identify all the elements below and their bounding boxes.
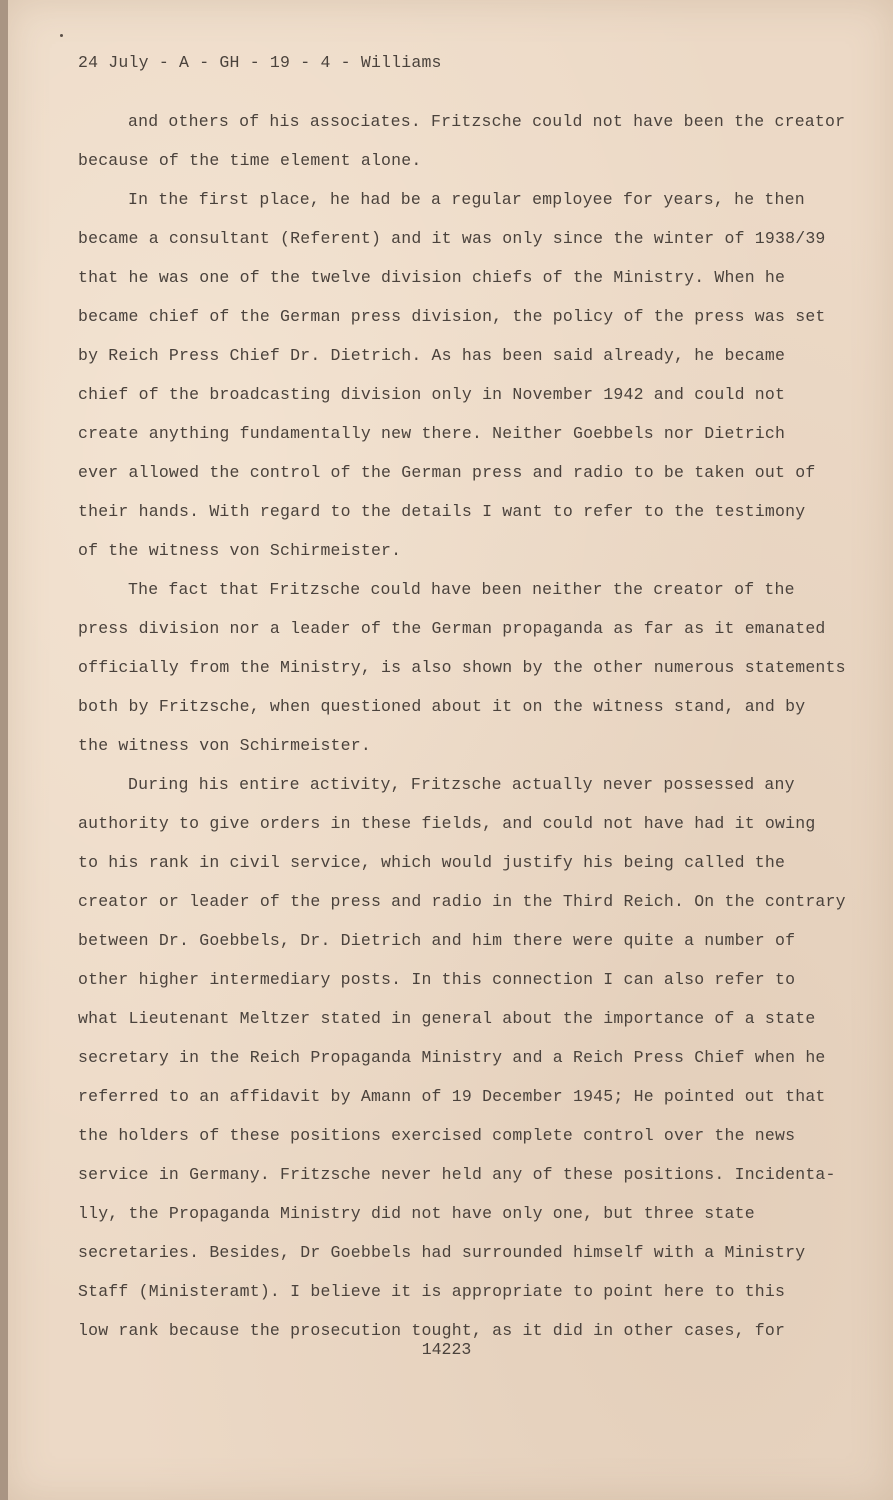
text-line-9: create anything fundamentally new there. Neither Goebbels nor Dietrich: [78, 424, 786, 443]
text-line-5: that he was one of the twelve division chiefs of the Ministry. When he: [78, 268, 786, 287]
text-line-26: referred to an affidavit by Amann of 19 December 1945; He pointed out that: [78, 1087, 826, 1106]
text-line-27: the holders of these positions exercised complete control over the news: [78, 1126, 796, 1145]
text-line-3: In the first place, he had be a regular employee for years, he then: [128, 190, 805, 209]
text-line-15: officially from the Ministry, is also shown by the other numerous statements: [78, 658, 846, 677]
text-line-17: the witness von Schirmeister.: [78, 736, 371, 755]
text-line-25: secretary in the Reich Propaganda Ministry and a Reich Press Chief when he: [78, 1048, 826, 1067]
text-line-30: secretaries. Besides, Dr Goebbels had surrounded himself with a Ministry: [78, 1243, 806, 1262]
text-line-13: The fact that Fritzsche could have been neither the creator of the: [128, 580, 795, 599]
page-number: 14223: [421, 1340, 472, 1359]
text-line-22: between Dr. Goebbels, Dr. Dietrich and him there were quite a number of: [78, 931, 796, 950]
text-line-7: by Reich Press Chief Dr. Dietrich. As has been said already, he became: [78, 346, 786, 365]
text-line-31: Staff (Ministeramt). I believe it is appropriate to point here to this: [78, 1282, 786, 1301]
text-line-12: of the witness von Schirmeister.: [78, 541, 402, 560]
text-line-6: became chief of the German press division, the policy of the press was set: [78, 307, 826, 326]
text-line-23: other higher intermediary posts. In this connection I can also refer to: [78, 970, 796, 989]
text-line-16: both by Fritzsche, when questioned about it on the witness stand, and by: [78, 697, 806, 716]
text-line-21: creator or leader of the press and radio in the Third Reich. On the contrary: [78, 892, 846, 911]
text-line-24: what Lieutenant Meltzer stated in general about the importance of a state: [78, 1009, 816, 1028]
text-line-1: and others of his associates. Fritzsche could not have been the creator: [128, 112, 846, 131]
paper-edge: [0, 0, 8, 1500]
text-line-28: service in Germany. Fritzsche never held any of these positions. Incidenta-: [78, 1165, 836, 1184]
text-line-11: their hands. With regard to the details I want to refer to the testimony: [78, 502, 806, 521]
text-line-10: ever allowed the control of the German press and radio to be taken out of: [78, 463, 816, 482]
text-line-19: authority to give orders in these fields, and could not have had it owing: [78, 814, 816, 833]
text-line-32: low rank because the prosecution tought, as it did in other cases, for: [78, 1321, 786, 1340]
page-header: 24 July - A - GH - 19 - 4 - Williams: [78, 53, 442, 72]
ink-speck: [60, 34, 63, 37]
text-line-20: to his rank in civil service, which would justify his being called the: [78, 853, 786, 872]
text-line-8: chief of the broadcasting division only in November 1942 and could not: [78, 385, 786, 404]
text-line-2: because of the time element alone.: [78, 151, 422, 170]
text-line-18: During his entire activity, Fritzsche actually never possessed any: [128, 775, 795, 794]
text-line-29: lly, the Propaganda Ministry did not have only one, but three state: [78, 1204, 755, 1223]
text-line-4: became a consultant (Referent) and it was only since the winter of 1938/39: [78, 229, 826, 248]
text-line-14: press division nor a leader of the German propaganda as far as it emanated: [78, 619, 826, 638]
